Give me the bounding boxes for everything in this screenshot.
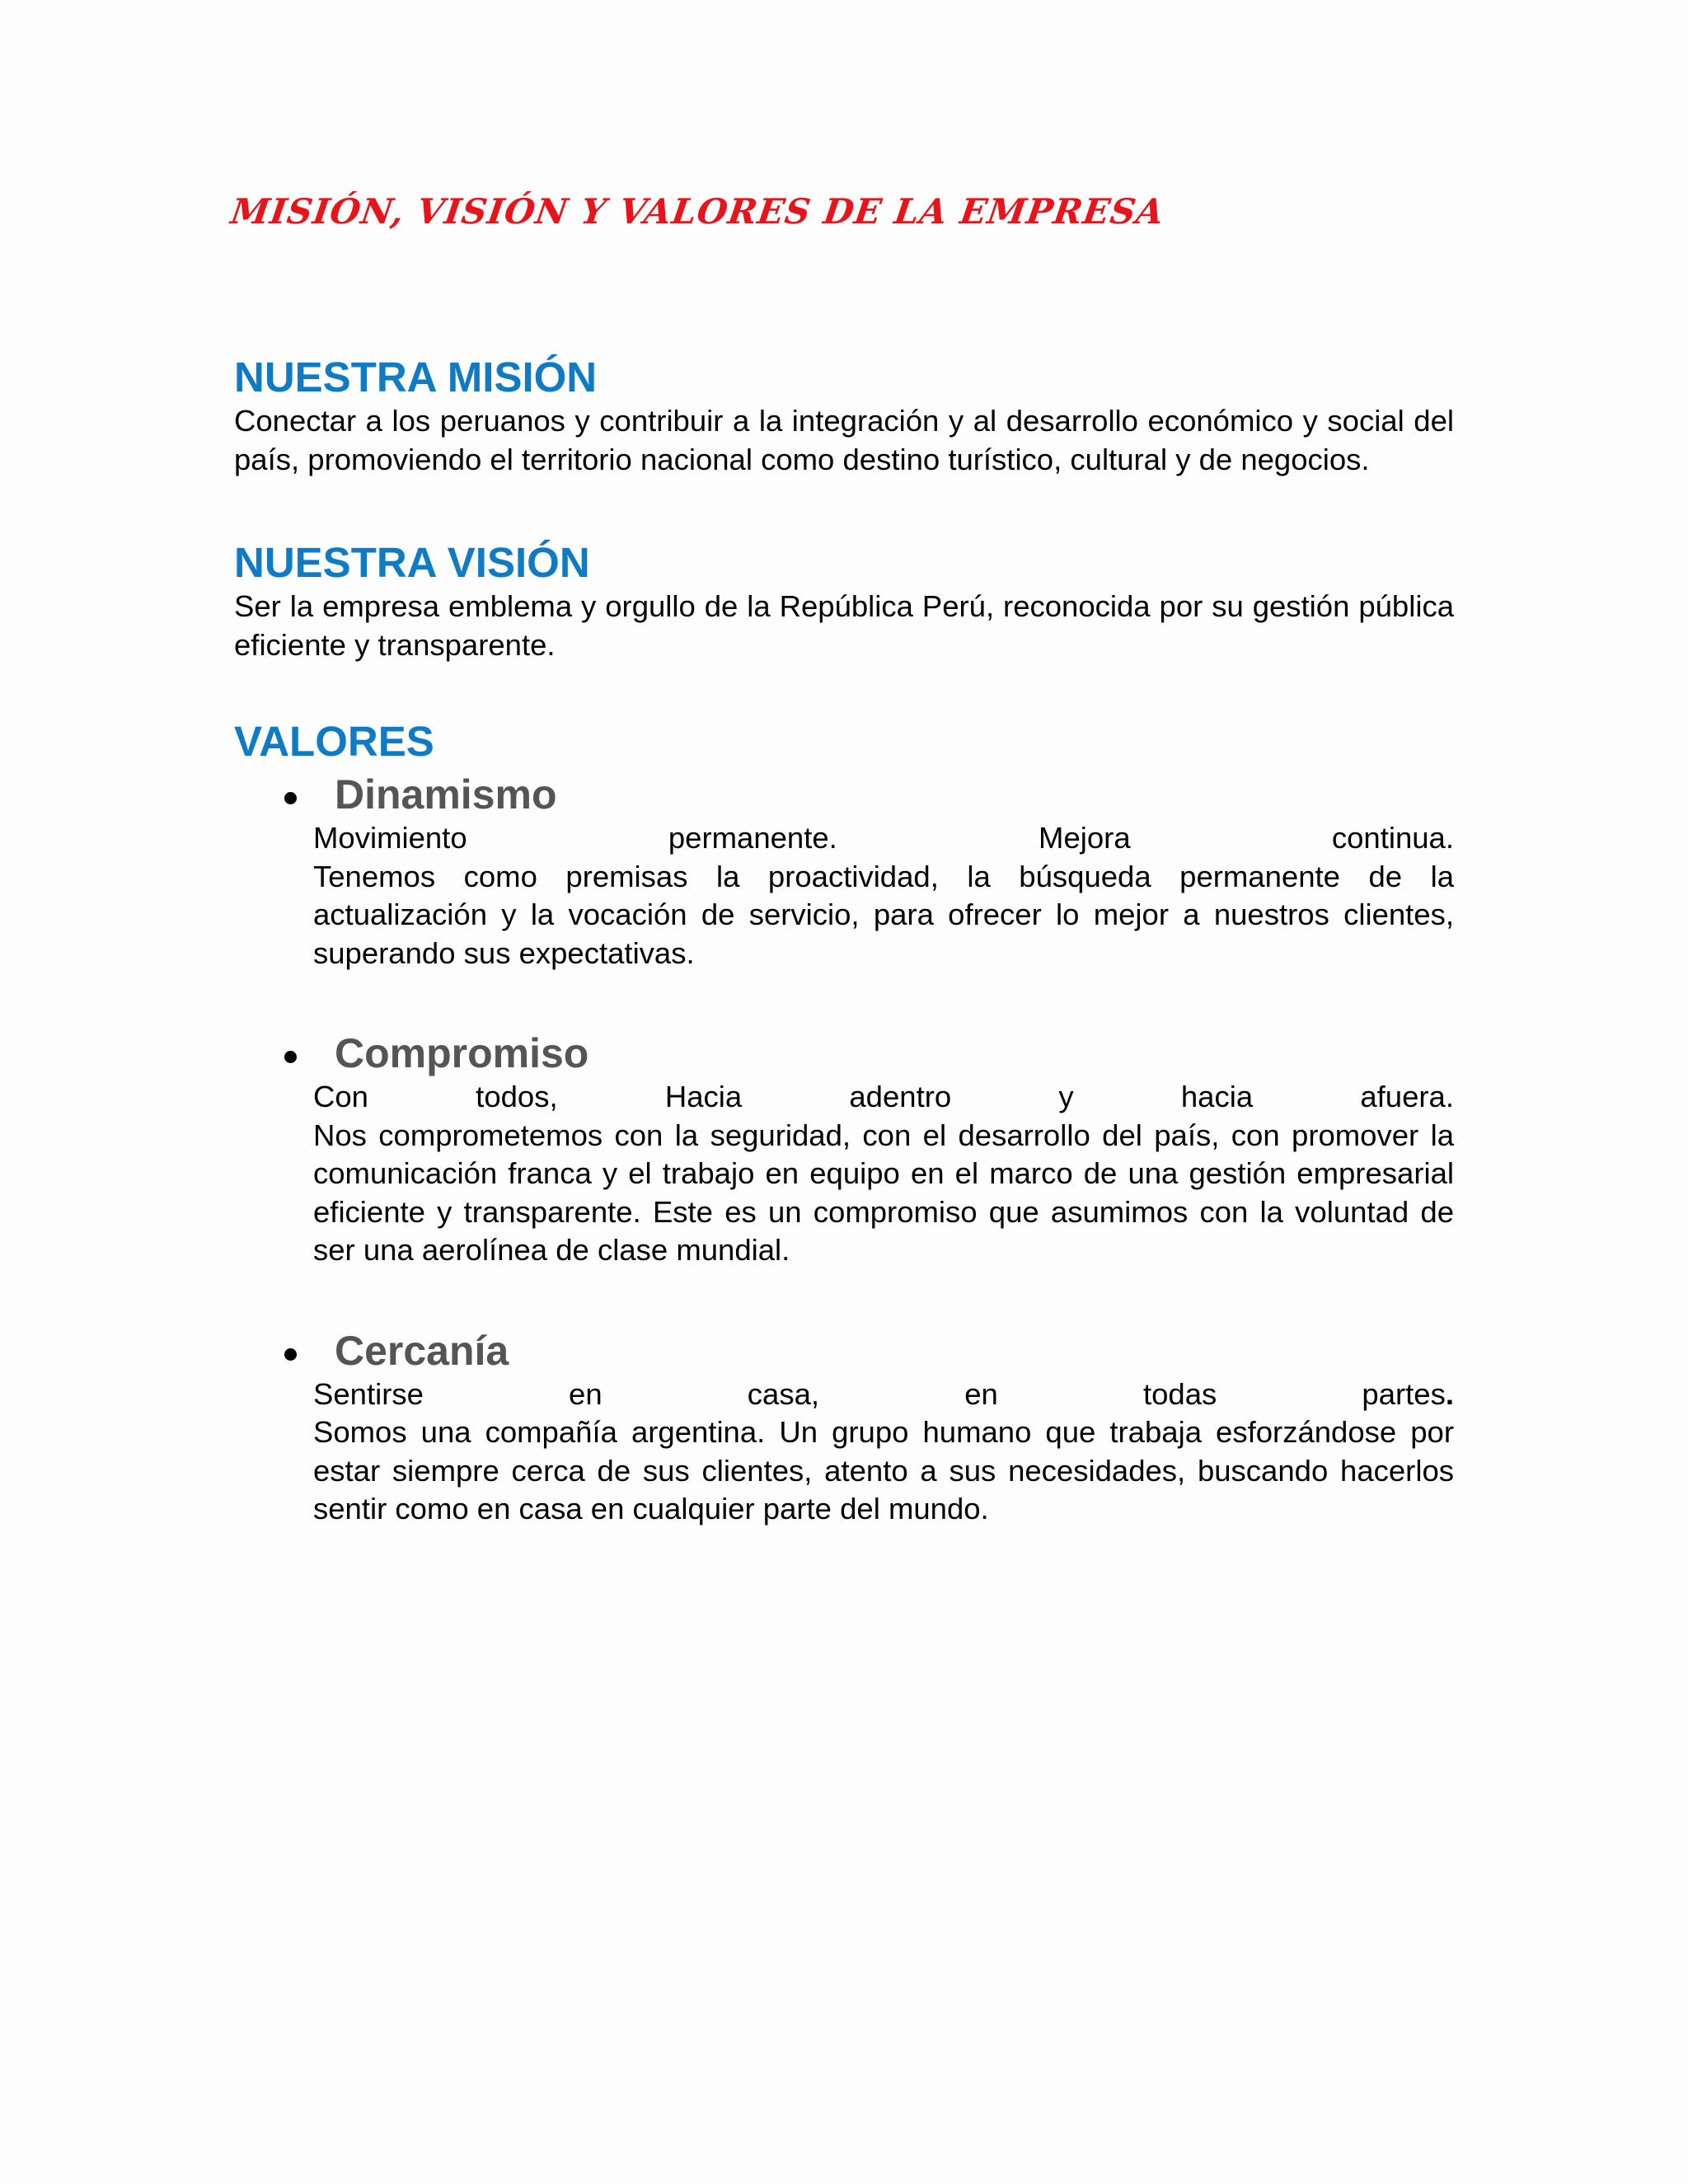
values-list	[234, 770, 1454, 1529]
bullet-dot-icon	[284, 792, 297, 804]
mission-section	[234, 353, 1454, 479]
value-lead-text: Movimiento permanente. Mejora continua.	[313, 821, 1454, 855]
vision-text: Ser la empresa emblema y orgullo de la República Perú, reconocida por su gestión pública eficiente y transparente.	[234, 589, 1454, 662]
value-lead-text: Sentirse en casa, en todas partes	[313, 1376, 1446, 1411]
bullet-dot-icon	[284, 1348, 297, 1361]
document-title: MISIÓN, VISIÓN Y VALORES DE LA EMPRESA	[228, 191, 1167, 232]
vision-section	[234, 538, 1454, 664]
value-name: Cercanía	[335, 1327, 509, 1374]
value-description: Tenemos como premisas la proactividad, la búsqueda permanente de la actualización y la vocación de servicio, para ofrecer lo mejor a nuestros clientes, superando sus expectativas.	[313, 859, 1454, 970]
value-description: Somos una compañía argentina. Un grupo humano que trabaja esforzándose por estar siempre cerca de sus clientes, atento a sus necesidades, buscando hacerlos sentir como en casa en cualquier parte del mundo.	[313, 1415, 1454, 1526]
value-lead	[313, 1376, 1454, 1414]
value-name: Dinamismo	[335, 771, 557, 818]
value-lead-end: .	[1445, 1376, 1454, 1411]
mission-heading: NUESTRA MISIÓN	[234, 354, 598, 401]
vision-heading: NUESTRA VISIÓN	[234, 539, 590, 586]
value-item-cercania	[234, 1326, 1454, 1529]
value-item-compromiso	[234, 1029, 1454, 1270]
value-description: Nos comprometemos con la seguridad, con el desarrollo del país, con promover la comunicación franca y el trabajo en equipo en el marco de una gestión empresarial eficiente y transparente. Este es un compromiso que asumimos con la voluntad de ser una aerolínea de clase mundial.	[313, 1118, 1454, 1267]
document-body	[234, 353, 1454, 1529]
values-heading: VALORES	[234, 718, 434, 765]
value-lead	[313, 819, 1454, 858]
value-lead	[313, 1078, 1454, 1117]
value-lead-text: Con todos, Hacia adentro y hacia afuera.	[313, 1080, 1454, 1113]
value-item-dinamismo	[234, 770, 1454, 972]
mission-text: Conectar a los peruanos y contribuir a la integración y al desarrollo económico y social del país, promoviendo el territorio nacional como destino turístico, cultural y de negocios.	[234, 404, 1454, 476]
value-name: Compromiso	[335, 1030, 589, 1076]
values-section	[234, 717, 1454, 1529]
bullet-dot-icon	[284, 1051, 297, 1063]
